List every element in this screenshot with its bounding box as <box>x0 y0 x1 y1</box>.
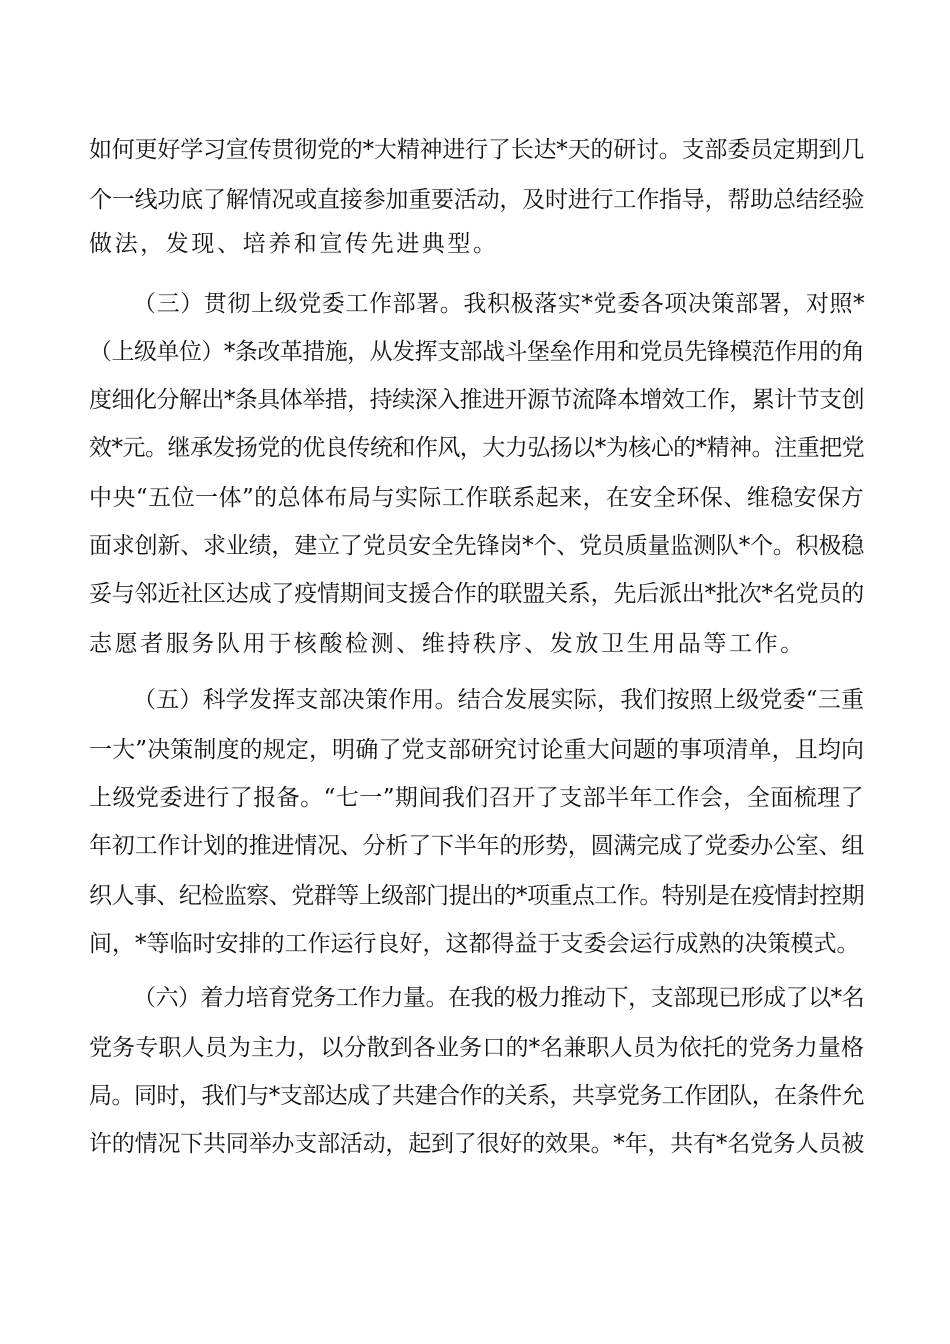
paragraph-line: （三）贯彻上级党委工作部署。我积极落实*党委各项决策部署，对照* <box>133 291 866 317</box>
paragraph-line: 如何更好学习宣传贯彻党的*大精神进行了长达*天的研讨。支部委员定期到几 <box>89 137 865 163</box>
paragraph-line: 志愿者服务队用于核酸检测、维持秩序、发放卫生用品等工作。 <box>89 631 806 657</box>
paragraph-line: （上级单位）*条改革措施，从发挥支部战斗堡垒作用和党员先锋模范作用的角 <box>89 339 864 365</box>
paragraph-line: （五）科学发挥支部决策作用。结合发展实际，我们按照上级党委“三重 <box>133 687 865 713</box>
paragraph-line: 做法，发现、培养和宣传先进典型。 <box>89 231 499 257</box>
paragraph-line: 上级党委进行了报备。“七一”期间我们召开了支部半年工作会，全面梳理了 <box>89 785 864 811</box>
paragraph-line: 一大”决策制度的规定，明确了党支部研究讨论重大问题的事项清单，且均向 <box>89 737 864 763</box>
paragraph-line: 间，*等临时安排的工作运行良好，这都得益于支委会运行成熟的决策模式。 <box>89 931 860 957</box>
paragraph-line: 妥与邻近社区达成了疫情期间支援合作的联盟关系，先后派出*批次*名党员的 <box>89 581 865 607</box>
paragraph-line: 局。同时，我们与*支部达成了共建合作的关系，共享党务工作团队，在条件允 <box>89 1083 864 1109</box>
paragraph-line: 效*元。继承发扬党的优良传统和作风，大力弘扬以*为核心的*精神。注重把党 <box>89 435 864 461</box>
paragraph-line: 个一线功底了解情况或直接参加重要活动，及时进行工作指导，帮助总结经验 <box>89 187 865 213</box>
paragraph-line: （六）着力培育党务工作力量。在我的极力推动下，支部现已形成了以*名 <box>133 985 864 1011</box>
paragraph-line: 度细化分解出*条具体举措，持续深入推进开源节流降本增效工作，累计节支创 <box>89 387 864 413</box>
paragraph-line: 年初工作计划的推进情况、分析了下半年的形势，圆满完成了党委办公室、组 <box>89 833 865 859</box>
paragraph-line: 党务专职人员为主力，以分散到各业务口的*名兼职人员为依托的党务力量格 <box>89 1035 864 1061</box>
paragraph-line: 面求创新、求业绩，建立了党员安全先锋岗*个、党员质量监测队*个。积极稳 <box>89 533 865 559</box>
paragraph-line: 许的情况下共同举办支部活动，起到了很好的效果。*年，共有*名党务人员被 <box>89 1131 865 1157</box>
paragraph-line: 中央“五位一体”的总体布局与实际工作联系起来，在安全环保、维稳安保方 <box>89 485 864 511</box>
paragraph-line: 织人事、纪检监察、党群等上级部门提出的*项重点工作。特别是在疫情封控期 <box>89 883 864 909</box>
